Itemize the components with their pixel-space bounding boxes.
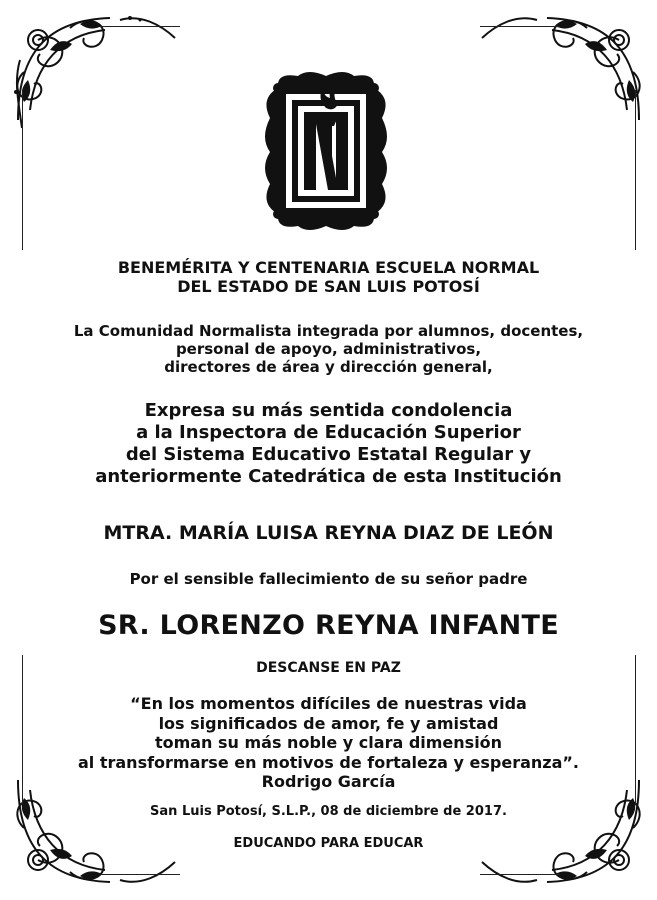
institution-line: DEL ESTADO DE SAN LUIS POTOSÍ [177, 277, 480, 297]
floral-corner-ornament-top-right [477, 10, 647, 130]
frame-line-top-right [480, 26, 560, 27]
quote-line: al transformarse en motivos de fortaleza y esperanza”. [77, 752, 579, 772]
community-line: directores de área y dirección general, [164, 358, 493, 376]
frame-line-left-upper [22, 90, 23, 250]
quote-author: Rodrigo García [261, 772, 396, 792]
condolence-line: a la Inspectora de Educación Superior [136, 421, 521, 443]
condolence-line: anteriormente Catedrática de esta Institución [95, 465, 562, 487]
frame-line-top-left [100, 26, 180, 27]
institution-line: BENEMÉRITA Y CENTENARIA ESCUELA NORMAL [117, 258, 540, 277]
condolence-line: del Sistema Educativo Estatal Regular y [125, 443, 532, 465]
institution-name [0, 258, 657, 296]
deceased-name: SR. LORENZO REYNA INFANTE [98, 610, 559, 641]
frame-line-right-upper [635, 90, 636, 250]
quote-line: los significados de amor, fe y amistad [158, 713, 499, 733]
school-torch-logo [258, 68, 394, 234]
community-statement [0, 322, 657, 376]
community-line: La Comunidad Normalista integrada por alumnos, docentes, [73, 322, 584, 340]
institution-motto: EDUCANDO PARA EDUCAR [233, 836, 424, 851]
memorial-quote [0, 694, 657, 792]
community-line: personal de apoyo, administrativos, [175, 340, 482, 358]
place-and-date: San Luis Potosí, S.L.P., 08 de diciembre de 2017. [150, 804, 507, 819]
condolence-message [0, 400, 657, 488]
frame-line-bottom-right [480, 874, 560, 875]
bereavement-reason: Por el sensible fallecimiento de su señor padre [129, 570, 528, 588]
floral-corner-ornament-top-left [10, 10, 180, 130]
quote-line: “En los momentos difíciles de nuestras vida [130, 694, 527, 713]
frame-line-bottom-left [100, 874, 180, 875]
quote-line: toman su más noble y clara dimensión [154, 733, 503, 753]
honoree-name: MTRA. MARÍA LUISA REYNA DIAZ DE LEÓN [103, 522, 554, 544]
rest-in-peace: DESCANSE EN PAZ [256, 660, 401, 676]
condolence-line: Expresa su más sentida condolencia [144, 400, 513, 421]
